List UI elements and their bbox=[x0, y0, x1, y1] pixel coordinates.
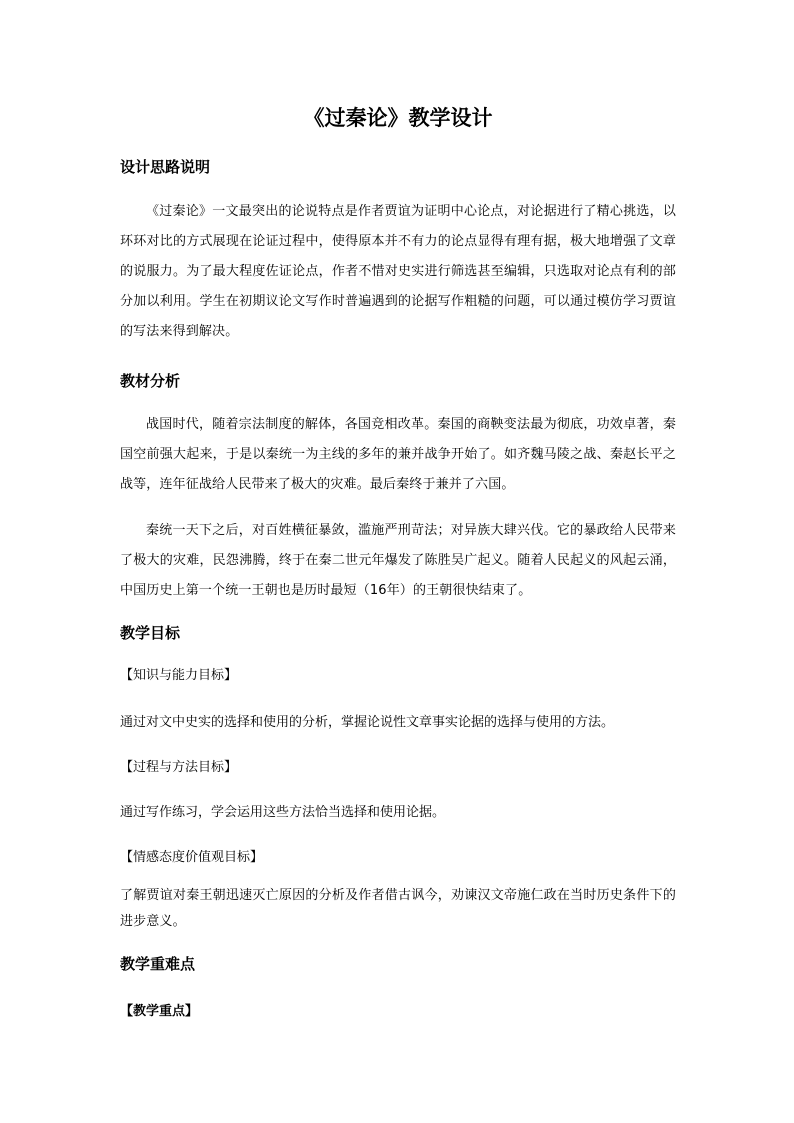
label-emotion-goal: 【情感态度价值观目标】 bbox=[120, 850, 264, 865]
text-emotion-goal: 了解贾谊对秦王朝迅速灭亡原因的分析及作者借古讽今，劝谏汉文帝施仁政在当时历史条件下的进步意义。 bbox=[120, 888, 676, 929]
document-title: 《过秦论》教学设计 bbox=[303, 105, 493, 130]
heading-teaching-goals: 教学目标 bbox=[120, 624, 181, 642]
label-process-goal: 【过程与方法目标】 bbox=[120, 760, 238, 775]
paragraph-design-idea: 《过秦论》一文最突出的论说特点是作者贾谊为证明中心论点，对论据进行了精心挑选，以环环对比的方式展现在论证过程中，使得原本并不有力的论点显得有理有据，极大地增强了文章的说服力。为了最大程度佐证论点，作者不惜对史实进行筛选甚至编辑，只选取对论点有利的部分加以利用。学生在初期议论文写作时普遍遇到的论据写作粗糙的问题，可以通过模仿学习贾谊的写法来得到解决。 bbox=[120, 204, 676, 339]
heading-design-idea: 设计思路说明 bbox=[120, 158, 211, 176]
text-knowledge-goal: 通过对文中史实的选择和使用的分析，掌握论说性文章事实论据的选择与使用的方法。 bbox=[120, 715, 615, 730]
paragraph-textbook-analysis-2: 秦统一天下之后，对百姓横征暴敛，滥施严刑苛法；对异族大肆兴伐。它的暴政给人民带来了极大的灾难，民怨沸腾，终于在秦二世元年爆发了陈胜吴广起义。随着人民起义的风起云涌，中国历史上第一个统一王朝也是历时最短（16年）的王朝很快结束了。 bbox=[120, 523, 676, 598]
label-teaching-focus: 【教学重点】 bbox=[120, 1004, 199, 1019]
document-page bbox=[120, 0, 676, 1123]
heading-key-points: 教学重难点 bbox=[120, 955, 196, 973]
paragraph-textbook-analysis-1: 战国时代，随着宗法制度的解体，各国竞相改革。秦国的商鞅变法最为彻底，功效卓著，秦国空前强大起来，于是以秦统一为主线的多年的兼并战争开始了。如齐魏马陵之战、秦赵长平之战等，连年征战给人民带来了极大的灾难。最后秦终于兼并了六国。 bbox=[120, 417, 676, 492]
text-process-goal: 通过写作练习，学会运用这些方法恰当选择和使用论据。 bbox=[120, 805, 446, 820]
label-knowledge-goal: 【知识与能力目标】 bbox=[120, 668, 238, 683]
heading-textbook-analysis: 教材分析 bbox=[120, 372, 181, 390]
